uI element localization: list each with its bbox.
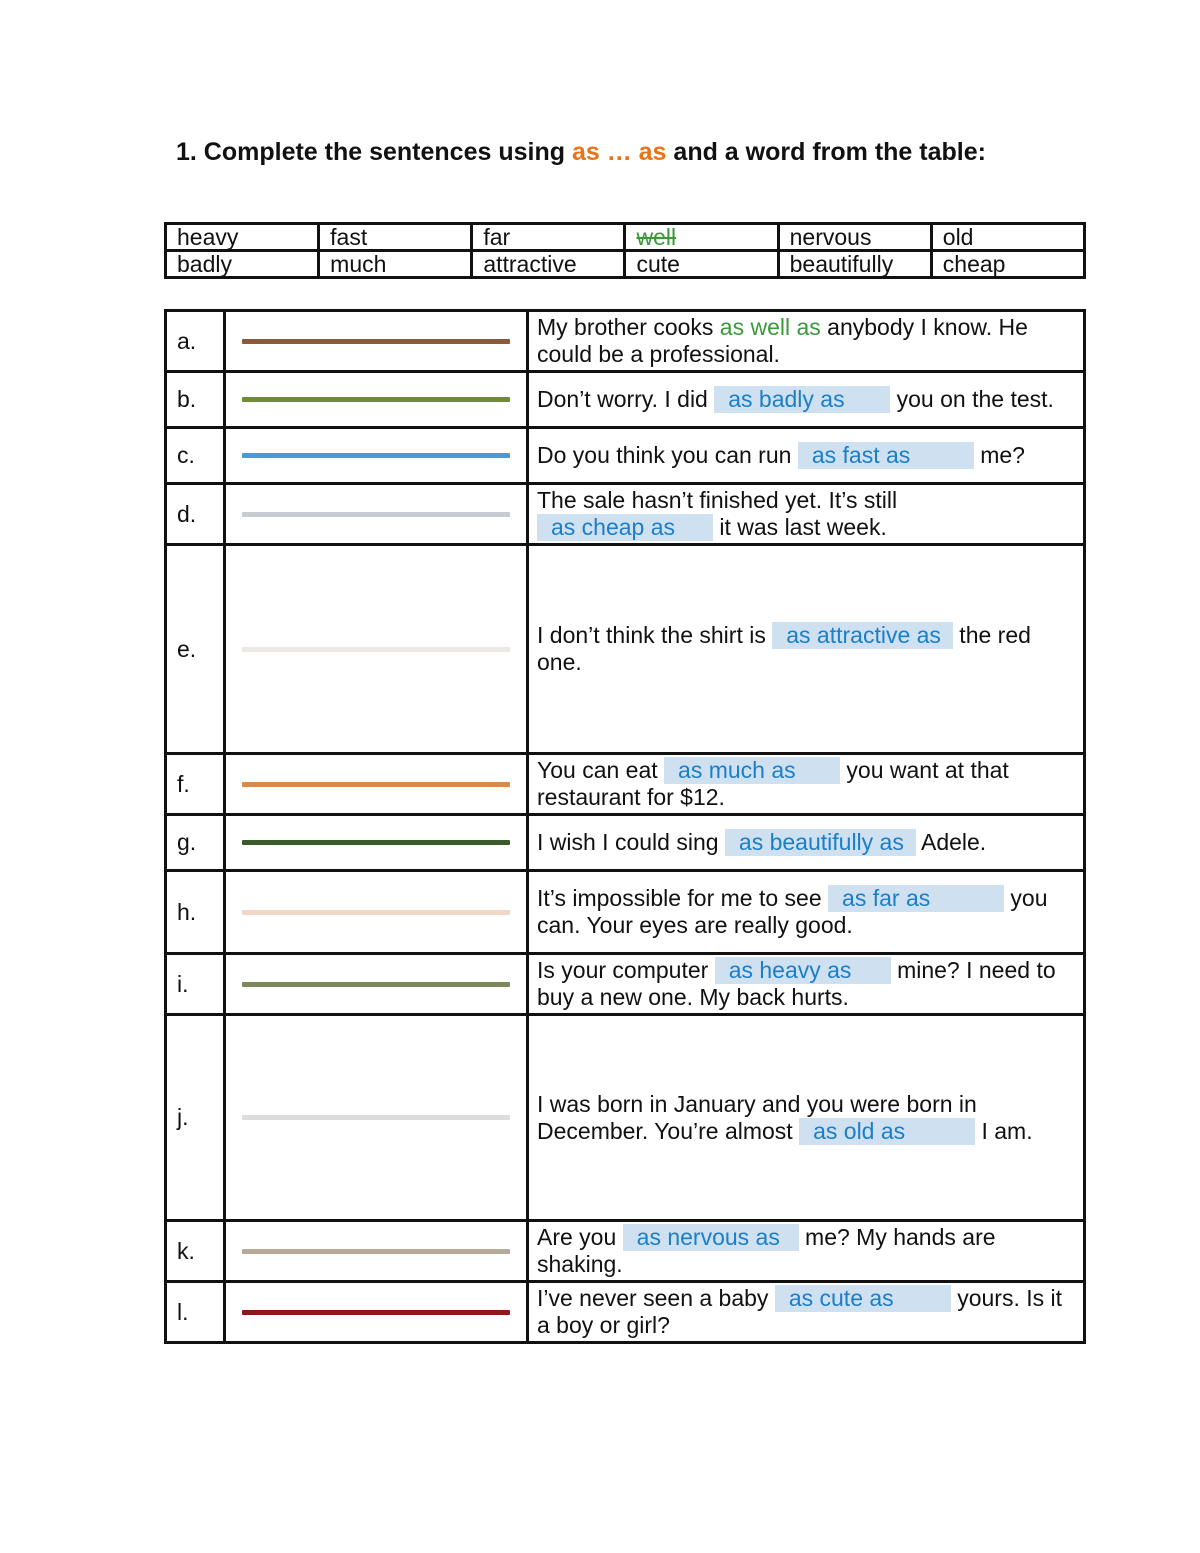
exercise-row-h — [166, 871, 1085, 954]
sentence-before: I’ve never seen a baby — [537, 1285, 775, 1311]
picture-cell — [225, 1221, 528, 1282]
sentence-after: me? — [973, 442, 1025, 468]
picture-cell — [225, 545, 528, 754]
answer-field[interactable]: as badly as — [714, 386, 890, 413]
exercise-letter: f. — [166, 754, 225, 815]
sentence-before: Do you think you can run — [537, 442, 798, 468]
exercise-row-b — [166, 372, 1085, 428]
sentence-cell — [528, 372, 1085, 428]
sentence-after: me? My hands are shaking. — [537, 1224, 996, 1277]
title-as-first: as — [571, 138, 600, 166]
sentence-after: anybody I know. He could be a professional. — [537, 314, 1028, 367]
exercise-row-i — [166, 954, 1085, 1015]
word-bank-row — [166, 224, 1085, 251]
exercise-letter: g. — [166, 815, 225, 871]
picture-strip — [242, 647, 510, 652]
exercise-row-g — [166, 815, 1085, 871]
exercise-letter: k. — [166, 1221, 225, 1282]
sentence-after: I am. — [975, 1117, 1033, 1144]
answer-field[interactable]: as old as — [799, 1118, 975, 1145]
sentence-before: Is your computer — [537, 957, 715, 983]
word-bank-cell: much — [319, 251, 472, 278]
sentence-after: you on the test. — [890, 386, 1054, 412]
sentence-cell — [528, 484, 1085, 545]
sentence-after: mine? I need to buy a new one. My back hurts. — [537, 957, 1056, 1010]
picture-strip — [242, 1310, 510, 1315]
picture-cell — [225, 484, 528, 545]
sentence-after: you can. Your eyes are really good. — [537, 885, 1048, 938]
sentence-before: Are you — [537, 1224, 623, 1250]
exercise-row-l — [166, 1282, 1085, 1343]
answer-field[interactable]: as much as — [664, 757, 840, 784]
exercise-letter: i. — [166, 954, 225, 1015]
picture-strip — [242, 512, 510, 517]
exercise-row-j — [166, 1015, 1085, 1221]
title-suffix: and a word from the table: — [666, 138, 986, 166]
picture-cell — [225, 815, 528, 871]
title-prefix: 1. Complete the sentences using — [176, 138, 572, 166]
exercise-row-a — [166, 311, 1085, 372]
picture-cell — [225, 428, 528, 484]
picture-strip — [242, 910, 510, 915]
picture-strip — [242, 1115, 510, 1120]
picture-strip — [242, 1249, 510, 1254]
word-bank-cell: old — [931, 224, 1084, 251]
sentence-cell — [528, 428, 1085, 484]
sentence-after: it was last week. — [713, 514, 887, 540]
exercise-row-c — [166, 428, 1085, 484]
answer-field[interactable]: as nervous as — [623, 1224, 799, 1251]
word-bank-cell: far — [472, 224, 625, 251]
sentence-after: the red one. — [537, 622, 1031, 675]
title-ellipsis: … — [599, 138, 639, 166]
exercise-letter: d. — [166, 484, 225, 545]
word-bank-cell: attractive — [472, 251, 625, 278]
picture-cell — [225, 754, 528, 815]
sentence-before: I don’t think the shirt is — [537, 622, 773, 648]
sentence-before: I wish I could sing — [537, 829, 725, 855]
word-bank-cell: cute — [625, 251, 778, 278]
exercise-table — [164, 309, 1086, 1344]
picture-strip — [242, 339, 510, 344]
exercise-row-e — [166, 545, 1085, 754]
sentence-cell — [528, 1221, 1085, 1282]
picture-strip — [242, 840, 510, 845]
sentence-before: It’s impossible for me to see — [537, 885, 829, 911]
picture-cell — [225, 871, 528, 954]
exercise-letter: h. — [166, 871, 225, 954]
title-as-second: as — [638, 138, 667, 166]
sentence-before: Don’t worry. I did — [537, 386, 715, 412]
word-bank-cell: beautifully — [778, 251, 931, 278]
picture-strip — [242, 453, 510, 458]
exercise-title — [176, 138, 1036, 166]
picture-strip — [242, 982, 510, 987]
sentence-before: I was born in January and you were born in December. You’re almost — [537, 1090, 977, 1144]
exercise-letter: j. — [166, 1015, 225, 1221]
exercise-letter: a. — [166, 311, 225, 372]
sentence-after: Adele. — [915, 829, 987, 855]
picture-strip — [242, 782, 510, 787]
picture-cell — [225, 1282, 528, 1343]
picture-cell — [225, 311, 528, 372]
sentence-before: The sale hasn’t finished yet. It’s still — [537, 487, 898, 513]
exercise-row-f — [166, 754, 1085, 815]
word-bank-cell: cheap — [931, 251, 1084, 278]
answer-field[interactable]: as cute as — [775, 1285, 951, 1312]
sentence-cell — [528, 754, 1085, 815]
word-bank-cell: fast — [319, 224, 472, 251]
sentence-cell — [528, 545, 1085, 754]
sentence-cell — [528, 1282, 1085, 1343]
word-bank-cell: nervous — [778, 224, 931, 251]
sentence-cell — [528, 1015, 1085, 1221]
word-bank-cell: heavy — [166, 224, 319, 251]
picture-cell — [225, 1015, 528, 1221]
exercise-letter: l. — [166, 1282, 225, 1343]
word-bank-cell: badly — [166, 251, 319, 278]
exercise-letter: e. — [166, 545, 225, 754]
answer-field[interactable]: as beautifully as — [725, 829, 916, 856]
exercise-row-d — [166, 484, 1085, 545]
sentence-cell — [528, 871, 1085, 954]
word-bank-row — [166, 251, 1085, 278]
sentence-before: My brother cooks — [537, 314, 720, 340]
picture-cell — [225, 372, 528, 428]
sentence-cell — [528, 815, 1085, 871]
answer-field[interactable]: as cheap as — [537, 514, 713, 541]
sentence-before: You can eat — [537, 757, 665, 783]
exercise-row-k — [166, 1221, 1085, 1282]
sentence-after: yours. Is it a boy or girl? — [537, 1285, 1063, 1338]
answer-field[interactable]: as heavy as — [715, 957, 891, 984]
answer-field[interactable]: as fast as — [798, 442, 974, 469]
word-bank-cell-used: well — [625, 224, 778, 251]
answer-field[interactable]: as attractive as — [772, 622, 953, 649]
answer-field[interactable]: as far as — [828, 885, 1004, 912]
sentence-after: you want at that restaurant for $12. — [537, 757, 1009, 810]
exercise-letter: c. — [166, 428, 225, 484]
sentence-cell — [528, 311, 1085, 372]
exercise-letter: b. — [166, 372, 225, 428]
answer-example: as well as — [719, 314, 821, 340]
picture-strip — [242, 397, 510, 402]
word-bank-table — [164, 222, 1086, 279]
sentence-cell — [528, 954, 1085, 1015]
picture-cell — [225, 954, 528, 1015]
